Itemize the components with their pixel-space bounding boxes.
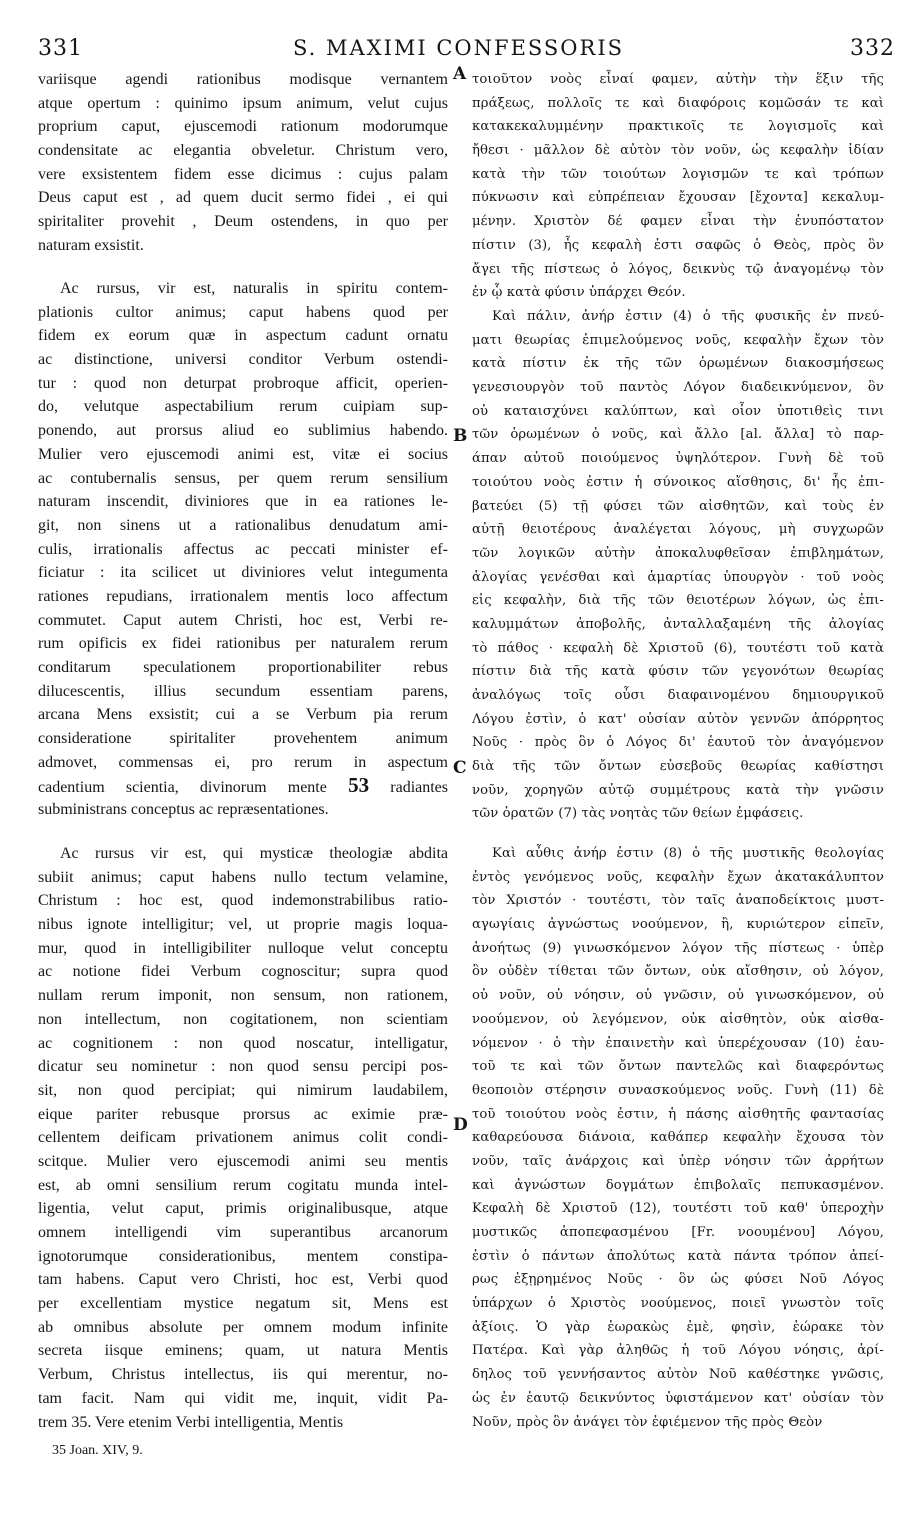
page-number-right: 332 xyxy=(850,36,895,61)
text-line: τὸ πάθος · κεφαλὴ δὲ Χριστοῦ (6), τουτέστι τοῦ κατὰ xyxy=(472,640,884,656)
text-line: νοούμενον, οὐ λεγόμενον, οὐκ αἰσθητὸν, οὐκ αἰσθα- xyxy=(472,1011,884,1027)
text-line: καὶ ἀγνώστων δογμάτων ἐπιβολαῖς πεπυκασμένον. xyxy=(472,1177,884,1193)
text-line: αὐτῇ θειοτέρους ἀναλέγεται λόγους, μὴ συγχωρῶν xyxy=(472,522,884,538)
text-line: vere exsistentem fidem esse dicimus : cujus palam xyxy=(38,165,448,183)
text-line: τῶν λογικῶν αὐτὴν ἀποκαλυφθεῖσαν ἐπιβλημάτων, xyxy=(472,545,884,561)
text-line: τῶν ὁρατῶν (7) τὰς νοητὰς τῶν θείων ἐμφάσεις. xyxy=(472,806,804,822)
greek-paragraph xyxy=(472,305,884,826)
text-line: τῶν ὁρωμένων ὁ νοῦς, καὶ ἄλλο [al. ἄλλα] τὸ παρ- xyxy=(472,427,884,443)
text-line: culis, irrationalis affectus ac peccati minister ef- xyxy=(38,540,448,558)
text-line: οὐ νοῦν, οὐ νόησιν, οὐ γνῶσιν, οὐ γινωσκόμενον, οὐ xyxy=(472,988,884,1004)
text-line: fidem ex eorum quæ in aspectum cadunt ornatu xyxy=(38,327,448,345)
text-line: Νοῦς · πρὸς ὃν ὁ Λόγος δι' ἑαυτοῦ τὸν ἀναγόμενον xyxy=(472,735,884,751)
text-line: git, non sinens ut a rationalibus denudatum ami- xyxy=(38,516,448,534)
text-line: ac notione fidei Verbum cognoscitur; supra quod xyxy=(38,963,448,981)
text-line: ignotorumque considerationibus, mentem constipa- xyxy=(38,1247,448,1265)
text-line: ὑπάρχων ὁ Χριστὸς νοούμενος, ποιεῖ γνωστὸν τοῖς xyxy=(472,1296,884,1312)
text-line: πίστιν (3), ἧς κεφαλὴ ἐστι σαφῶς ὁ Θεὸς, πρὸς ὃν xyxy=(472,237,884,253)
text-line: nullam rerum imponit, non sensum, non rationem, xyxy=(38,987,448,1005)
latin-paragraph xyxy=(38,842,448,1434)
margin-letter-d: D xyxy=(453,1115,468,1135)
text-line: variisque agendi rationibus modisque vernantem xyxy=(38,71,448,88)
text-line: ἀλογίας γενέσθαι καὶ ἁμαρτίας ὑπουργὸν · τοῦ νοὸς xyxy=(472,569,884,585)
text-line: Deus caput est , ad quem ducit sermo fidei , ei qui xyxy=(38,189,448,207)
text-line: sit, non quod percipiat; qui nimirum laudabilem, xyxy=(38,1081,448,1099)
text-line: proprium caput, ejuscemodi rationum modorumque xyxy=(38,118,448,136)
text-line: νοῦν, χορηγῶν αὐτῷ συμμέτρους κατὰ τὴν γνῶσιν xyxy=(472,782,884,798)
text-line: nibus ignote intelligitur; vel, ut proprie magis loqua- xyxy=(38,916,448,934)
text-line: est, ab omni sensilium rerum cogitatu munda intel- xyxy=(38,1176,448,1194)
text-line: ὃν οὐδὲν τίθεται τῶν ὄντων, οὐκ αἴσθησιν, οὐ λόγον, xyxy=(472,964,884,980)
text-line: πίστιν διὰ τῆς κατὰ φύσιν τῶν γεγονότων θεωρίας xyxy=(472,664,884,680)
text-line: τοῦ τε καὶ τῶν ὄντων παντελῶς καὶ διαφερόντως xyxy=(472,1059,884,1075)
text-line: πράξεως, πολλοῖς τε καὶ διαφόροις κομῶσάν τε καὶ xyxy=(472,95,884,111)
text-line: μυστικῶς ἀποπεφασμένου [Fr. νοουμένου] Λόγου, xyxy=(472,1225,884,1240)
text-line: ἄγει τῆς πίστεως ὁ λόγος, δεικνὺς τῷ ἀναγομένῳ τὸν xyxy=(472,261,884,277)
text-line: κατὰ τὴν τῶν τοιούτων λογισμῶν τε καὶ τρόπων xyxy=(472,166,884,182)
text-line: ἀναλόγως τοῖς οὖσι διαφαινομένου δημιουργικοῦ xyxy=(472,688,884,703)
text-line: dilucescentis, illius secundum essentiam parens, xyxy=(38,682,448,700)
text-line: ἀνοήτως (9) γινωσκόμενον λόγον τῆς πίστεως · ὑπὲρ xyxy=(472,940,884,956)
text-line: commutet. Caput autem Christi, hoc est, Verbi re- xyxy=(38,611,448,629)
text-line: Καὶ αὖθις ἀνήρ ἐστιν (8) ὁ τῆς μυστικῆς θεολογίας xyxy=(492,846,884,861)
greek-paragraph xyxy=(472,842,884,1434)
text-line: ματι θεωρίας ἐπιμελούμενος νοῦς, κεφαλὴν ἔχων τὸν xyxy=(472,332,884,348)
text-line: διὰ τῆς τῶν ὄντων εὐσεβοῦς θεωρίας καθίστησι xyxy=(472,759,884,775)
text-line: conditarum speculationem proportionabiliter rebus xyxy=(38,659,448,676)
text-line: arcana Mens exsistit; cui a se Verbum pia rerum xyxy=(38,706,448,724)
text-line: Mulier vero ejuscemodi animi est, vitæ ei socius xyxy=(38,445,448,463)
text-line: per excellentiam mystice negatum sit, Mens est xyxy=(38,1295,448,1313)
text-line: Christum : hoc est, quod indemonstrabilibus ratio- xyxy=(38,892,448,910)
greek-paragraph xyxy=(472,68,884,305)
text-line: naturam inscendit, diviniores que in ea rationes le- xyxy=(38,493,448,511)
text-line: μένην. Χριστὸν δέ φαμεν εἶναι τὴν ἐνυπόστατον xyxy=(472,214,884,230)
margin-letter-b: B xyxy=(453,426,468,446)
text-line: plationis cultor animus; caput habens quod per xyxy=(38,303,448,321)
text-line: admovet, commensas ei, pro rerum in aspectum xyxy=(38,753,448,771)
text-line: ἐντὸς γενόμενος νοῦς, κεφαλὴν ἔχων ἀκατακάλυπτον xyxy=(472,869,884,885)
text-line: Λόγου ἐστὶν, ὁ κατ' οὐσίαν αὐτὸν γεννῶν ἀπόρρητος xyxy=(472,711,884,727)
text-line: ac cognitionem : non quod noscatur, intelligatur, xyxy=(38,1034,448,1052)
text-line: Κεφαλὴ δὲ Χριστοῦ (12), τουτέστι τοῦ καθ' ὑπεροχὴν xyxy=(472,1201,884,1217)
running-title: S. MAXIMI CONFESSORIS xyxy=(292,36,625,60)
text-line: mur, quod in intelligibiliter nulloque velut conceptu xyxy=(38,939,448,957)
text-line: dicatur seu nominetur : non quod sensu percipi pos- xyxy=(38,1058,448,1076)
text-line: ligentia, velut caput, primis originalibusque, atque xyxy=(38,1200,448,1218)
text-line: ac distinctione, universi conditor Verbum ostendi- xyxy=(38,351,448,369)
text-line: subministrans conceptus ac repræsentationes. xyxy=(38,801,329,819)
footnote: 35 Joan. XIV, 9. xyxy=(52,1443,143,1458)
text-line: τὸν Χριστόν · τουτέστι, τὸν ταῖς ἀναποδείκτοις μυστ- xyxy=(472,893,884,909)
text-line: scitque. Mulier vero ejuscemodi animi seu mentis xyxy=(38,1152,448,1170)
text-line: γενεσιουργὸν τοῦ παντὸς Λόγον διαδεικνύμενον, ὃν xyxy=(472,380,884,396)
text-line: κατὰ πίστιν ἐκ τῆς τῶν ὁρωμένων διακοσμήσεως xyxy=(472,356,884,372)
text-line: ρως ἐξῃρημένος Νοῦς · ὃν ὡς φύσει Νοῦ Λόγος xyxy=(472,1272,884,1288)
text-line: δηλος τοῦ γεννήσαντος αὐτὸν Νοῦ καθέστηκε γνῶσις, xyxy=(472,1367,884,1383)
text-line: ponendo, aut prorsus aliud eo sublimius habendo. xyxy=(38,422,448,440)
text-line: Ac rursus vir est, qui mysticæ theologiæ abdita xyxy=(60,845,448,862)
text-line: άπαν αὐτοῦ ποιούμενος ὑψηλότερον. Γυνὴ δὲ τοῦ xyxy=(472,451,884,467)
text-line: τοιοῦτον νοὸς εἶναί φαμεν, αὐτὴν τὴν ἕξιν τῆς xyxy=(472,72,884,87)
text-line: Καὶ πάλιν, ἀνήρ ἐστιν (4) ὁ τῆς φυσικῆς ἐν πνεύ- xyxy=(492,309,884,324)
text-line: consideratione spiritaliter provehentem animum xyxy=(38,730,448,748)
text-line: rum opificis ex fidei rationibus per naturalem rerum xyxy=(38,635,448,653)
text-line: tam habens. Caput vero Christi, hoc est, Verbi quod xyxy=(38,1271,448,1289)
text-line: εἰς κεφαλὴν, διὰ τῆς τῶν θειοτέρων λόγων, ὡς ἐπι- xyxy=(472,593,884,609)
text-line: νοῦν, ταῖς ἀνάρχοις καὶ ὑπὲρ νόησιν τῶν ἀρρήτων xyxy=(472,1153,884,1169)
text-line: νόμενον · ὁ τὴν ἐπαινετὴν καὶ ὑπερέχουσαν (10) ἑαυ- xyxy=(472,1035,884,1051)
text-line: atque opertum : quinimo ipsum animum, velut cujus xyxy=(38,94,448,112)
text-line: omnem intelligendi vim superantibus arcanorum xyxy=(38,1224,448,1241)
text-line: αγωγίαις ἀγνώστως νοούμενον, ἢ, κυριώτερον εἰπεῖν, xyxy=(472,917,884,933)
text-line: θεοποιὸν στέρησιν συνασκούμενος νοῦς. Γυνὴ (11) δὲ xyxy=(472,1082,884,1098)
text-line: οὐ καταισχύνει καλύπτων, καὶ οἷον ὑποτιθεὶς τινι xyxy=(472,403,884,419)
text-line: Ac rursus, vir est, naturalis in spiritu contem- xyxy=(60,280,448,297)
text-line: eique pariter rebusque prorsus ac eximie præ- xyxy=(38,1105,448,1123)
text-line: ἀξίοις. Ὁ γὰρ ἑωρακὼς ἐμὲ, φησὶν, ἑώρακε τὸν xyxy=(472,1319,884,1335)
text-line: καλυμμάτων ἀποβολῆς, ἀνταλλαξαμένη τῆς ἀλογίας xyxy=(472,616,884,632)
text-line: βατεύει (5) τῇ φύσει τῶν αἰσθητῶν, καὶ τοὺς ἐν xyxy=(472,498,884,514)
text-line: cellentem deificam privationem animus colit condi- xyxy=(38,1129,448,1147)
text-line: ac contubernalis sensus, per quem rerum sensilium xyxy=(38,469,448,487)
column-gloss-number: 53 xyxy=(348,773,370,798)
margin-letter-a: A xyxy=(453,64,467,84)
text-line: ὡς ἐν ἑαυτῷ δεικνύντος ὑφιστάμενον κατ' οὐσίαν τὸν xyxy=(472,1390,884,1406)
text-line: Νοῦν, πρὸς ὃν ἀνάγει τὸν ἐφιέμενον τῆς πρὸς Θεὸν xyxy=(472,1414,823,1430)
text-line: ficiatur : ita scilicet ut diviniores velut integumenta xyxy=(38,564,448,582)
text-line: secreta iisque eminens; quam, ut natura Mentis xyxy=(38,1342,448,1360)
text-line: καθαρεύουσα διάνοια, καθάπερ κεφαλὴν ἔχουσα τὸν xyxy=(472,1130,884,1146)
text-line: trem 35. Vere etenim Verbi intelligentia, Mentis xyxy=(38,1413,344,1431)
text-line: cadentium scientia, divinorum mente 53 radiantes xyxy=(38,773,449,798)
text-line: rationes repudians, irrationalem mentis loco affectum xyxy=(38,587,448,605)
text-line: spiritaliter provehit , Deum ostendens, in quo per xyxy=(38,213,448,231)
text-line: tur : quod non deturpat probroque afficit, operien- xyxy=(38,374,448,392)
text-line: naturam exsistit. xyxy=(38,236,144,254)
text-line: non intellectum, non cogitationem, non scientiam xyxy=(38,1010,448,1028)
text-line: τοῦ τοιούτου νοὸς ἐστιν, ἡ πάσης αἰσθητῆς φαντασίας xyxy=(472,1106,884,1122)
text-line: ab omnibus absolute per omnem modum infinite xyxy=(38,1318,448,1336)
text-line: ἐστὶν ὁ πάντων ἀπολύτως κατὰ πάντα τρόπον ἀπεί- xyxy=(472,1248,884,1264)
text-line: condensitate ac elegantia obveletur. Christum vero, xyxy=(38,142,448,160)
text-line: do, velutque aspectabilium rerum cuipiam sup- xyxy=(38,398,448,416)
text-line: Verbum, Christus intellectus, iis qui merentur, no- xyxy=(38,1366,448,1384)
text-line: tam facit. Nam qui vidit me, inquit, vidit Pa- xyxy=(38,1389,448,1407)
text-line: πύκνωσιν καὶ εὐπρέπειαν ἔχουσαν [ἔχοντα] κεκαλυμ- xyxy=(472,190,884,206)
text-line: Πατέρα. Καὶ γὰρ ἀληθῶς ἡ τοῦ Λόγου νόησις, ἀρί- xyxy=(472,1343,884,1359)
text-line: ἐν ᾧ κατὰ φύσιν ὑπάρχει Θεόν. xyxy=(472,285,686,301)
text-line: τοιούτου νοὸς ἐστιν ἡ σύνοικος αἴσθησις, δι' ἧς ἐπι- xyxy=(472,474,884,490)
text-line: ἤθεσι · μᾶλλον δὲ αὐτὸν τὸν νοῦν, ὡς κεφαλὴν ἰδίαν xyxy=(472,143,884,159)
page-number-left: 331 xyxy=(38,36,83,61)
text-line: κατακεκαλυμμένην πρακτικοῖς τε λογισμοῖς καὶ xyxy=(472,119,884,135)
latin-paragraph xyxy=(38,277,448,822)
margin-letter-c: C xyxy=(453,758,467,778)
text-line: subiit animus; caput habens nullo tectum velamine, xyxy=(38,868,448,886)
latin-paragraph xyxy=(38,68,448,258)
